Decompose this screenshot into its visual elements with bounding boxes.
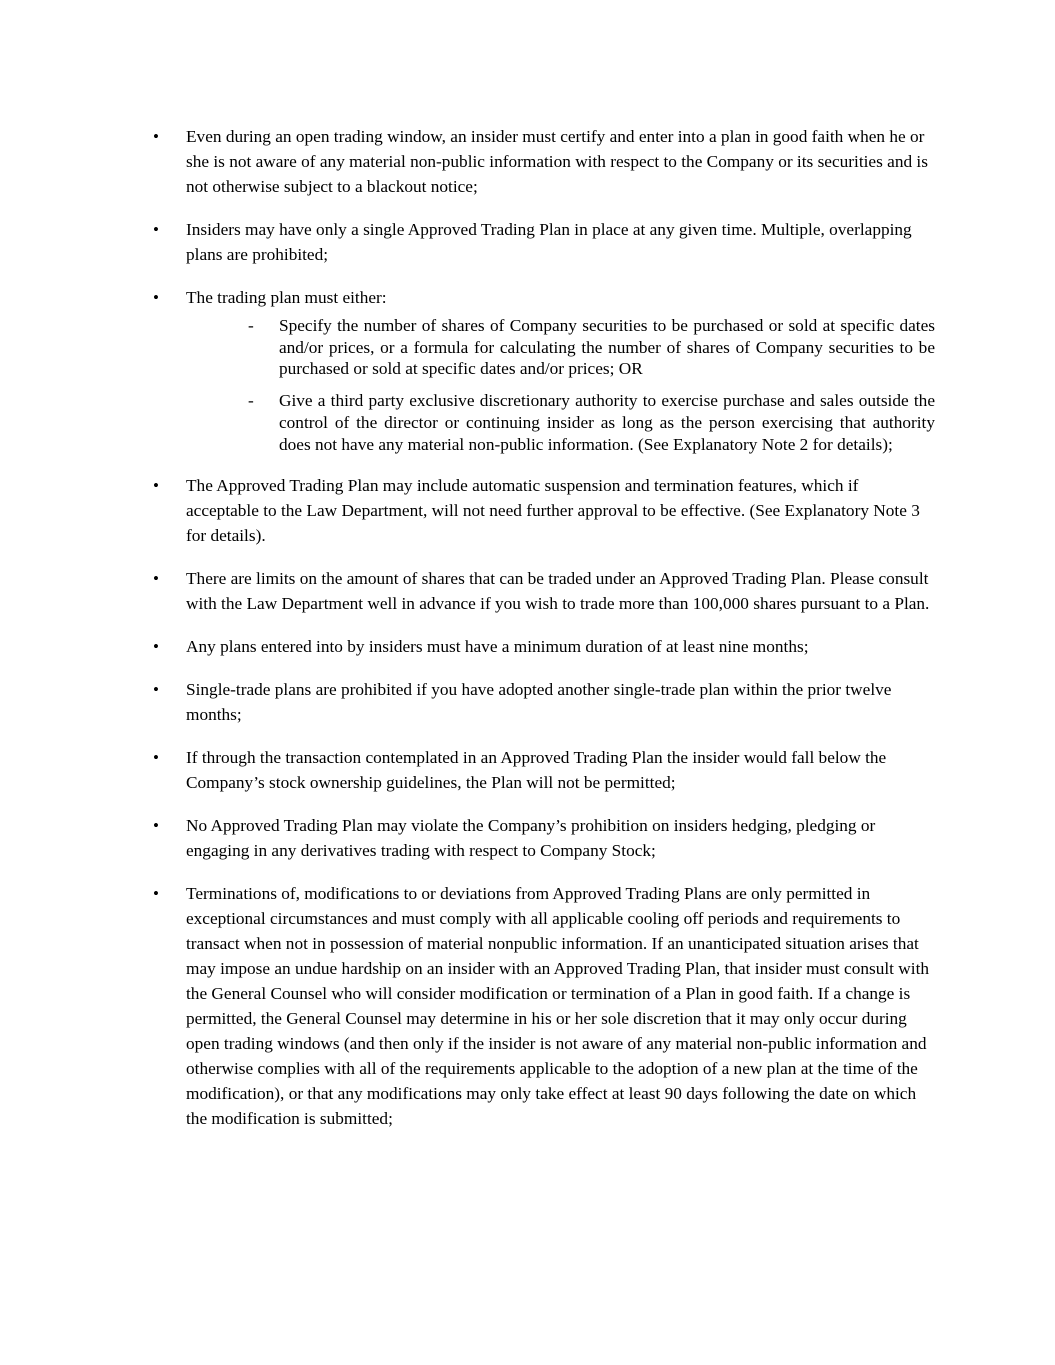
bullet-icon: • xyxy=(153,220,159,239)
bullet-icon: • xyxy=(153,884,159,904)
list-item xyxy=(150,745,935,795)
list-item xyxy=(150,124,935,199)
bullet-icon: • xyxy=(153,288,159,307)
bullet-icon: • xyxy=(153,680,159,700)
dash-icon: - xyxy=(248,316,254,335)
list-item-text: Single-trade plans are prohibited if you have adopted another single-trade plan within the prior twelve months; xyxy=(186,680,892,725)
bullet-icon: • xyxy=(153,816,159,836)
bullet-icon: • xyxy=(153,476,159,496)
list-item xyxy=(150,473,935,548)
list-item xyxy=(150,217,935,267)
list-item xyxy=(150,813,935,863)
sub-list-container xyxy=(150,315,935,455)
list-item-text: Insiders may have only a single Approved Trading Plan in place at any given time. Multiple, overlapping plans are prohibited; xyxy=(186,220,912,264)
sub-list-item xyxy=(248,315,935,380)
list-item-text: No Approved Trading Plan may violate the Company’s prohibition on insiders hedging, pledging or engaging in any derivatives trading with respect to Company Stock; xyxy=(186,816,876,861)
bullet-icon: • xyxy=(153,127,159,146)
bullet-icon: • xyxy=(153,637,159,657)
trading-plan-requirements-list xyxy=(150,124,935,1149)
dash-icon: - xyxy=(248,391,254,411)
list-item-text: Any plans entered into by insiders must have a minimum duration of at least nine months; xyxy=(186,637,809,657)
list-item xyxy=(150,634,935,659)
list-item-text: If through the transaction contemplated in an Approved Trading Plan the insider would fall below the Company’s stock ownership guidelines, the Plan will not be permitted; xyxy=(186,748,887,793)
list-item xyxy=(150,285,935,310)
sub-list-item xyxy=(248,390,935,455)
list-item-text: The trading plan must either: xyxy=(186,288,387,307)
list-item-text: Terminations of, modifications to or deviations from Approved Trading Plans are only permitted in exceptional circumstances and must comply with all applicable cooling off periods and requirements to transact when not in possession of material nonpublic information. If an unanticipated situation arises that may impose an undue hardship on an insider with an Approved Trading Plan, that insider must consult with the General Counsel who will consider modification or termination of a Plan in good faith. If a change is permitted, the General Counsel may determine in his or her sole discretion that it may only occur during open trading windows (and then only if the insider is not aware of any material non-public information and otherwise complies with all of the requirements applicable to the adoption of a new plan at the time of the modification), or that any modifications may only take effect at least 90 days following the date on which the modification is submitted; xyxy=(186,884,930,1129)
bullet-icon: • xyxy=(153,569,159,589)
list-item-text: Even during an open trading window, an insider must certify and enter into a plan in good faith when he or she is not aware of any material non-public information with respect to the Company or its securities and is not otherwise subject to a blackout notice; xyxy=(186,127,928,196)
sub-list-item-text: Give a third party exclusive discretionary authority to exercise purchase and sales outside the control of the director or continuing insider as long as the person exercising that authority does not have any material non-public information. (See Explanatory Note 2 for details); xyxy=(279,391,935,454)
bullet-icon: • xyxy=(153,748,159,768)
list-item xyxy=(150,566,935,616)
list-item-text: There are limits on the amount of shares that can be traded under an Approved Trading Plan. Please consult with the Law Department well in advance if you wish to trade more than 100,000 shares pursuant to a Plan. xyxy=(186,569,930,614)
list-item-text: The Approved Trading Plan may include automatic suspension and termination features, which if acceptable to the Law Department, will not need further approval to be effective. (See Explanatory Note 3 for details). xyxy=(186,476,920,546)
sub-list xyxy=(150,315,935,455)
sub-list-item-text: Specify the number of shares of Company securities to be purchased or sold at specific dates and/or prices, or a formula for calculating the number of shares of Company securities to be purchased or sold at specific dates and/or prices; OR xyxy=(279,316,935,379)
list-item xyxy=(150,881,935,1131)
list-item xyxy=(150,677,935,727)
